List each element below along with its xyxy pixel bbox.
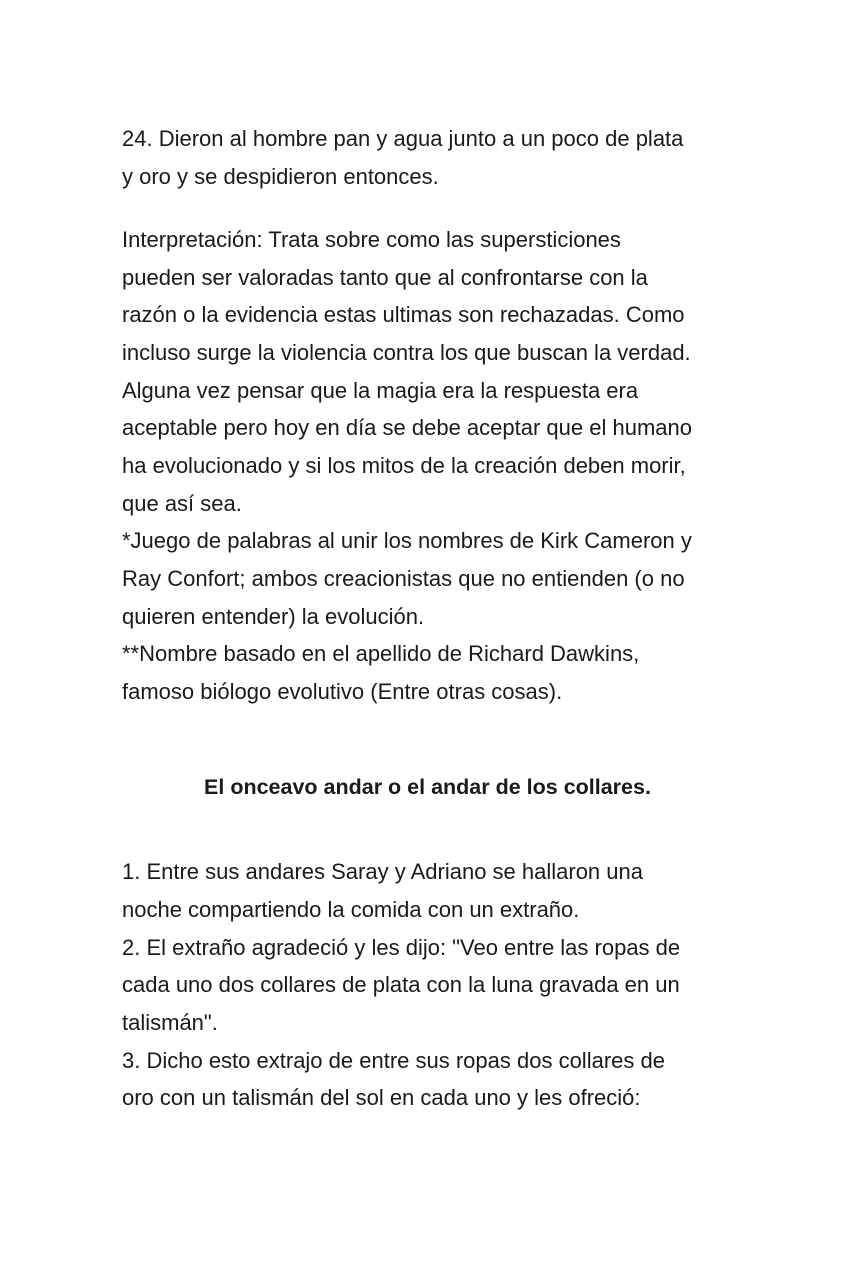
text-line: incluso surge la violencia contra los que buscan la verdad. (122, 340, 691, 365)
text-line: Alguna vez pensar que la magia era la respuesta era (122, 378, 639, 403)
text-line: 2. El extraño agradeció y les dijo: "Veo entre las ropas de (122, 935, 681, 960)
text-line: 24. Dieron al hombre pan y agua junto a un poco de plata (122, 126, 684, 151)
text-line: Interpretación: Trata sobre como las supersticiones (122, 227, 621, 252)
text-line: 3. Dicho esto extrajo de entre sus ropas dos collares de (122, 1048, 665, 1073)
text-line: ha evolucionado y si los mitos de la creación deben morir, (122, 453, 686, 478)
text-line: aceptable pero hoy en día se debe aceptar que el humano (122, 415, 692, 440)
text-line: y oro y se despidieron entonces. (122, 164, 439, 189)
footnote-line: **Nombre basado en el apellido de Richard Dawkins, (122, 641, 640, 666)
text-line: que así sea. (122, 491, 242, 516)
text-line: cada uno dos collares de plata con la luna gravada en un (122, 972, 680, 997)
footnote-line: famoso biólogo evolutivo (Entre otras cosas). (122, 679, 563, 704)
text-line: oro con un talismán del sol en cada uno y les ofreció: (122, 1085, 641, 1110)
section-heading: El onceavo andar o el andar de los collares. (204, 775, 651, 799)
text-line: noche compartiendo la comida con un extraño. (122, 897, 580, 922)
text-line: talismán". (122, 1010, 218, 1035)
footnote-line: Ray Confort; ambos creacionistas que no entienden (o no (122, 566, 685, 591)
text-line: pueden ser valoradas tanto que al confrontarse con la (122, 265, 648, 290)
footnote-line: quieren entender) la evolución. (122, 604, 425, 629)
footnote-line: *Juego de palabras al unir los nombres de Kirk Cameron y (122, 528, 692, 553)
text-line: 1. Entre sus andares Saray y Adriano se hallaron una (122, 859, 643, 884)
text-line: razón o la evidencia estas ultimas son rechazadas. Como (122, 302, 685, 327)
